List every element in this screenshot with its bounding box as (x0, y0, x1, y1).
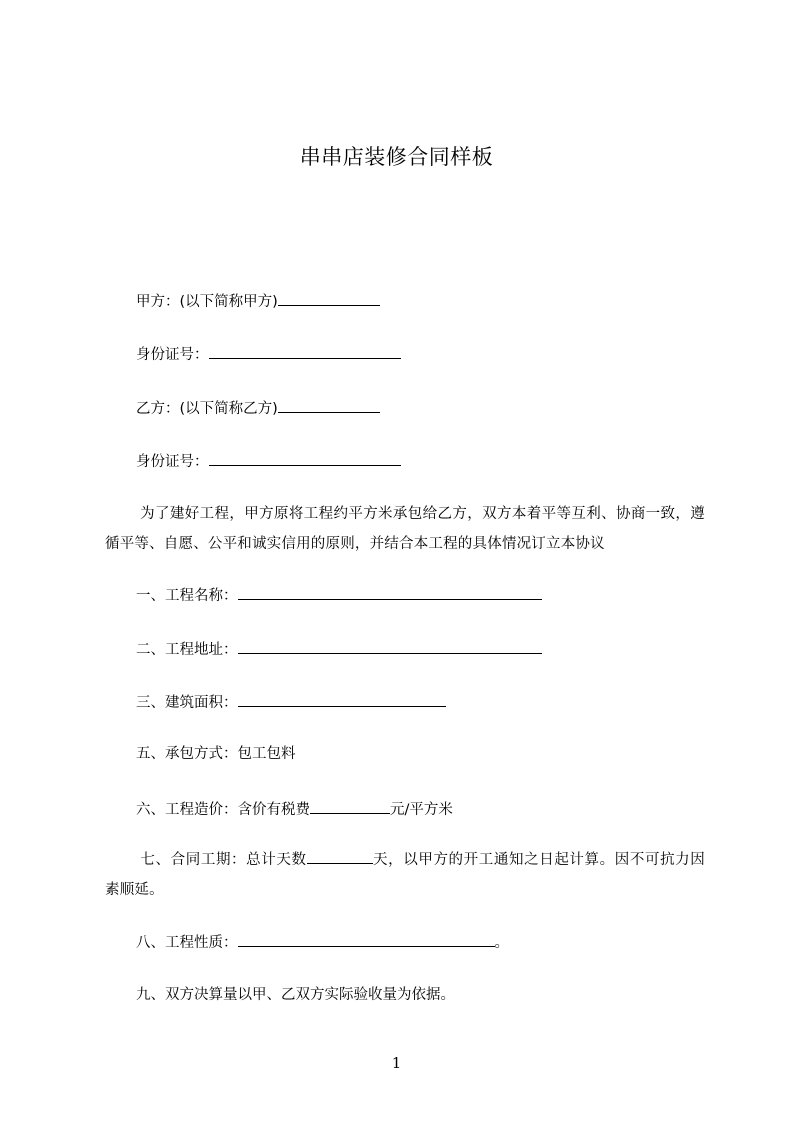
party-a-label: 甲方：(以下简称甲方) (136, 294, 278, 310)
item-7-blank[interactable] (307, 848, 373, 864)
party-b-id-line (136, 450, 401, 472)
party-b-label: 乙方：(以下简称乙方) (136, 401, 278, 417)
party-b-blank[interactable] (278, 397, 380, 413)
page-number: 1 (391, 1054, 402, 1072)
item-6-prefix: 六、工程造价：含价有税费 (136, 802, 310, 818)
item-1-blank[interactable] (238, 584, 542, 600)
item-7-suffix: 天，以甲方的开工通知之日起计算。因不可抗力因素顺延。 (105, 852, 705, 898)
intro-paragraph-text: 为了建好工程，甲方原将工程约平方米承包给乙方，双方本着平等互利、协商一致，遵循平等、自愿、公平和诚实信用的原则，并结合本工程的具体情况订立本协议 (105, 506, 705, 552)
item-1-line (136, 584, 542, 606)
party-b-id-blank[interactable] (209, 450, 401, 466)
item-7-prefix: 七、合同工期：总计天数 (140, 852, 307, 868)
item-8-suffix: 。 (494, 935, 509, 951)
item-9-line (136, 985, 455, 1005)
party-a-id-label: 身份证号： (136, 347, 209, 363)
item-8-label: 八、工程性质： (136, 935, 238, 951)
item-6-blank[interactable] (310, 798, 390, 814)
item-2-blank[interactable] (238, 638, 542, 654)
item-7-paragraph (105, 845, 705, 905)
item-2-label: 二、工程地址： (136, 642, 238, 658)
item-6-line (136, 798, 453, 820)
item-9-text: 九、双方决算量以甲、乙双方实际验收量为依据。 (136, 987, 455, 1003)
party-a-id-blank[interactable] (209, 343, 401, 359)
item-2-line (136, 638, 542, 660)
item-3-label: 三、建筑面积： (136, 695, 238, 711)
item-3-blank[interactable] (238, 691, 446, 707)
party-a-blank[interactable] (278, 290, 380, 306)
item-8-line (136, 931, 509, 953)
item-5-line (136, 744, 296, 764)
item-3-line (136, 691, 446, 713)
item-6-suffix: 元/平方米 (390, 802, 453, 818)
intro-paragraph (105, 499, 705, 559)
party-a-id-line (136, 343, 401, 365)
party-a-line (136, 290, 380, 312)
party-b-line (136, 397, 380, 419)
party-b-id-label: 身份证号： (136, 454, 209, 470)
document-title: 串串店装修合同样板 (299, 145, 494, 169)
item-5-text: 五、承包方式：包工包料 (136, 746, 296, 762)
item-8-blank[interactable] (238, 931, 495, 947)
item-1-label: 一、工程名称： (136, 588, 238, 604)
